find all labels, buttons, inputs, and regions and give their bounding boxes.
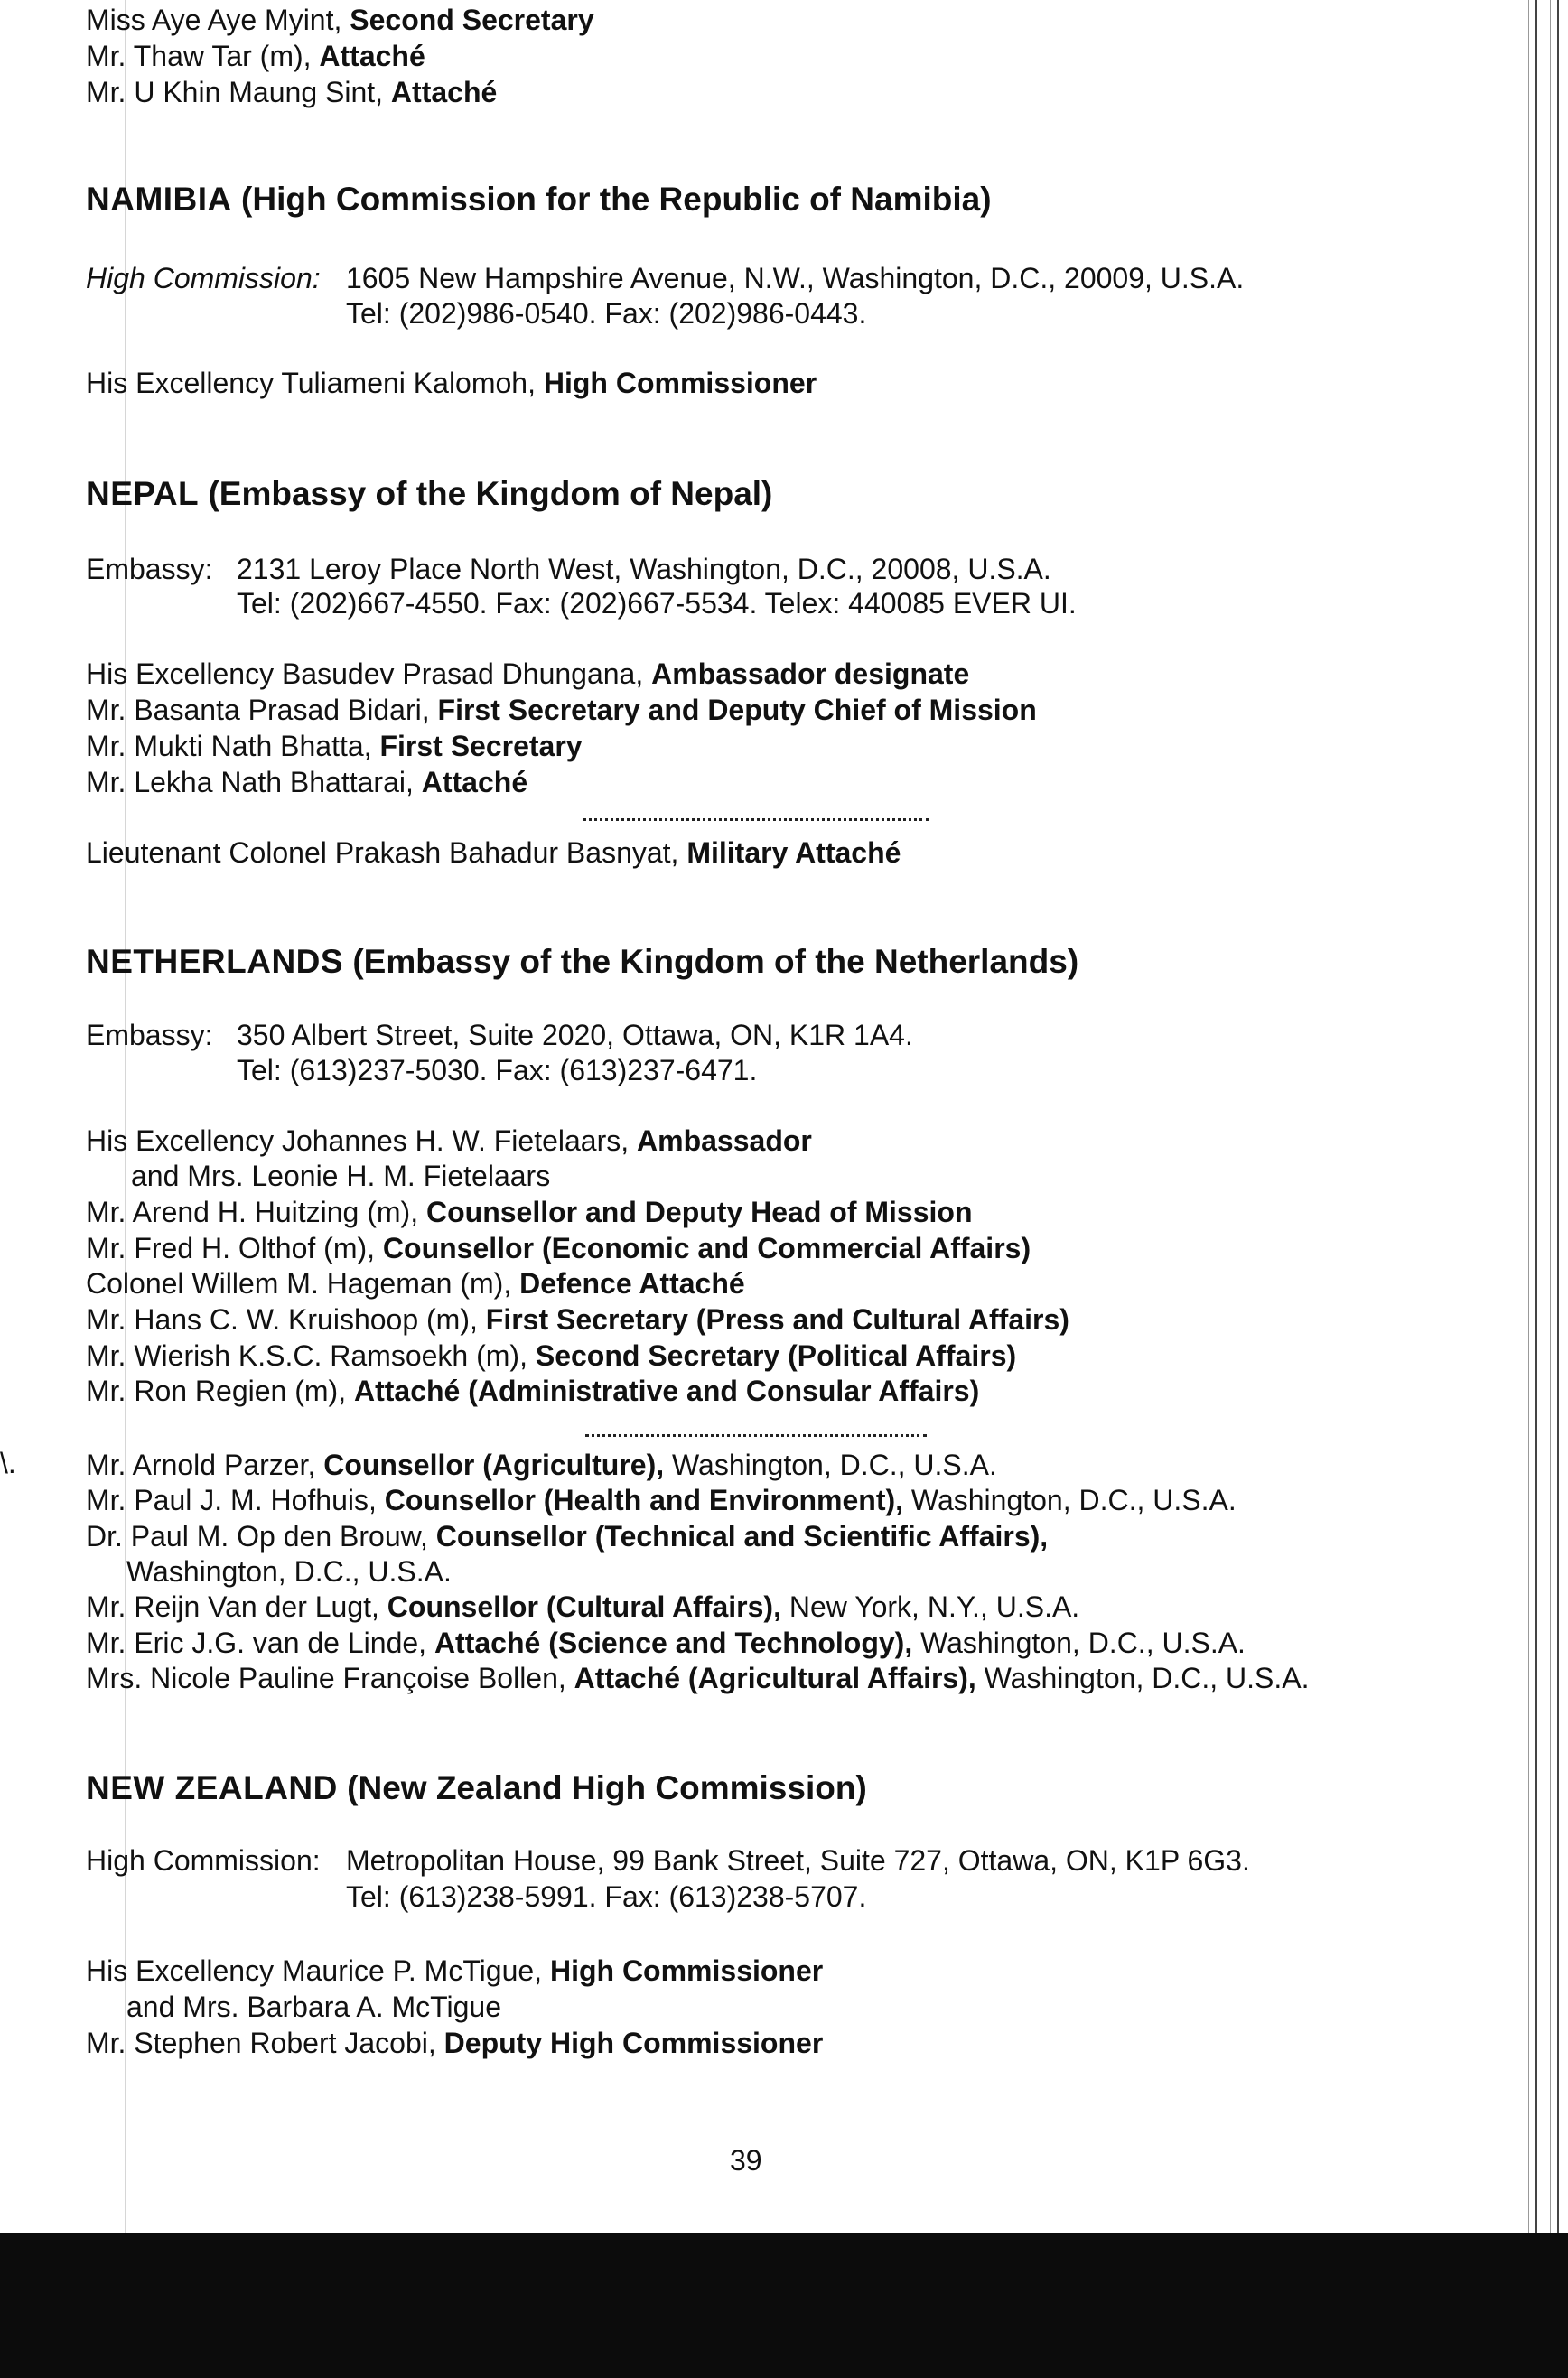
address-label: Embassy: — [86, 1019, 213, 1051]
staff-line: His Excellency Basudev Prasad Dhungana, Ambassador designate — [86, 657, 970, 690]
staff-line: His Excellency Maurice P. McTigue, High Commissioner — [86, 1954, 824, 1987]
staff-line: Mr. Basanta Prasad Bidari, First Secretary and Deputy Chief of Mission — [86, 694, 1037, 726]
scan-dark-band — [0, 2233, 1568, 2378]
section-heading-netherlands: NETHERLANDS (Embassy of the Kingdom of the Netherlands) — [86, 943, 1079, 980]
section-heading-nepal: NEPAL (Embassy of the Kingdom of Nepal) — [86, 475, 773, 512]
staff-line: Mr. Lekha Nath Bhattarai, Attaché — [86, 766, 528, 798]
staff-line: Mr. Arnold Parzer, Counsellor (Agriculture), Washington, D.C., U.S.A. — [86, 1449, 997, 1481]
staff-line: Mr. Reijn Van der Lugt, Counsellor (Cultural Affairs), New York, N.Y., U.S.A. — [86, 1590, 1080, 1623]
section-heading-new-zealand: NEW ZEALAND (New Zealand High Commission) — [86, 1769, 867, 1806]
section-heading-namibia: NAMIBIA (High Commission for the Republic of Namibia) — [86, 181, 992, 218]
staff-line: Mr. Hans C. W. Kruishoop (m), First Secretary (Press and Cultural Affairs) — [86, 1303, 1069, 1336]
staff-line: Mr. Fred H. Olthof (m), Counsellor (Economic and Commercial Affairs) — [86, 1232, 1031, 1264]
staff-line: Colonel Willem M. Hageman (m), Defence Attaché — [86, 1267, 745, 1300]
contact-numbers: Tel: (202)986-0540. Fax: (202)986-0443. — [346, 297, 867, 330]
staff-line: His Excellency Johannes H. W. Fietelaars, Ambassador — [86, 1124, 812, 1157]
dotted-separator — [585, 1434, 927, 1437]
address-label: Embassy: — [86, 553, 213, 585]
address: 1605 New Hampshire Avenue, N.W., Washington, D.C., 20009, U.S.A. — [346, 262, 1245, 294]
dotted-separator — [583, 818, 929, 821]
address: 2131 Leroy Place North West, Washington, D.C., 20008, U.S.A. — [237, 553, 1051, 585]
page-edge-scan-artifact — [1523, 0, 1568, 2267]
stray-mark: \. — [0, 1447, 16, 1479]
staff-line: Mr. Paul J. M. Hofhuis, Counsellor (Health and Environment), Washington, D.C., U.S.A. — [86, 1484, 1237, 1516]
staff-line: Mr. Mukti Nath Bhatta, First Secretary — [86, 730, 583, 762]
staff-line: and Mrs. Barbara A. McTigue — [126, 1991, 501, 2023]
staff-line: Miss Aye Aye Myint, Second Secretary — [86, 4, 594, 36]
staff-line: Mr. Eric J.G. van de Linde, Attaché (Science and Technology), Washington, D.C., U.S.A. — [86, 1627, 1246, 1659]
contact-numbers: Tel: (613)237-5030. Fax: (613)237-6471. — [237, 1054, 758, 1086]
contact-numbers: Tel: (202)667-4550. Fax: (202)667-5534. Telex: 440085 EVER UI. — [237, 587, 1077, 620]
page-number: 39 — [730, 2144, 762, 2177]
staff-line: Mr. Ron Regien (m), Attaché (Administrative and Consular Affairs) — [86, 1375, 980, 1407]
address: 350 Albert Street, Suite 2020, Ottawa, ON, K1R 1A4. — [237, 1019, 913, 1051]
address-label: High Commission: — [86, 262, 321, 294]
contact-numbers: Tel: (613)238-5991. Fax: (613)238-5707. — [346, 1880, 867, 1913]
staff-line: Lieutenant Colonel Prakash Bahadur Basnyat, Military Attaché — [86, 836, 901, 869]
staff-line: Mr. Stephen Robert Jacobi, Deputy High Commissioner — [86, 2027, 824, 2059]
staff-line: Washington, D.C., U.S.A. — [126, 1555, 452, 1588]
staff-line: Mr. Thaw Tar (m), Attaché — [86, 40, 425, 72]
staff-line: and Mrs. Leonie H. M. Fietelaars — [131, 1160, 551, 1192]
address: Metropolitan House, 99 Bank Street, Suite 727, Ottawa, ON, K1P 6G3. — [346, 1844, 1250, 1877]
staff-line: Mrs. Nicole Pauline Françoise Bollen, Attaché (Agricultural Affairs), Washington, D.C., U.S.A. — [86, 1662, 1310, 1694]
staff-line: His Excellency Tuliameni Kalomoh, High Commissioner — [86, 367, 817, 399]
staff-line: Dr. Paul M. Op den Brouw, Counsellor (Technical and Scientific Affairs), — [86, 1520, 1049, 1553]
staff-line: Mr. Arend H. Huitzing (m), Counsellor and Deputy Head of Mission — [86, 1196, 973, 1228]
staff-line: Mr. Wierish K.S.C. Ramsoekh (m), Second Secretary (Political Affairs) — [86, 1339, 1017, 1372]
address-label: High Commission: — [86, 1844, 321, 1877]
staff-line: Mr. U Khin Maung Sint, Attaché — [86, 76, 498, 108]
